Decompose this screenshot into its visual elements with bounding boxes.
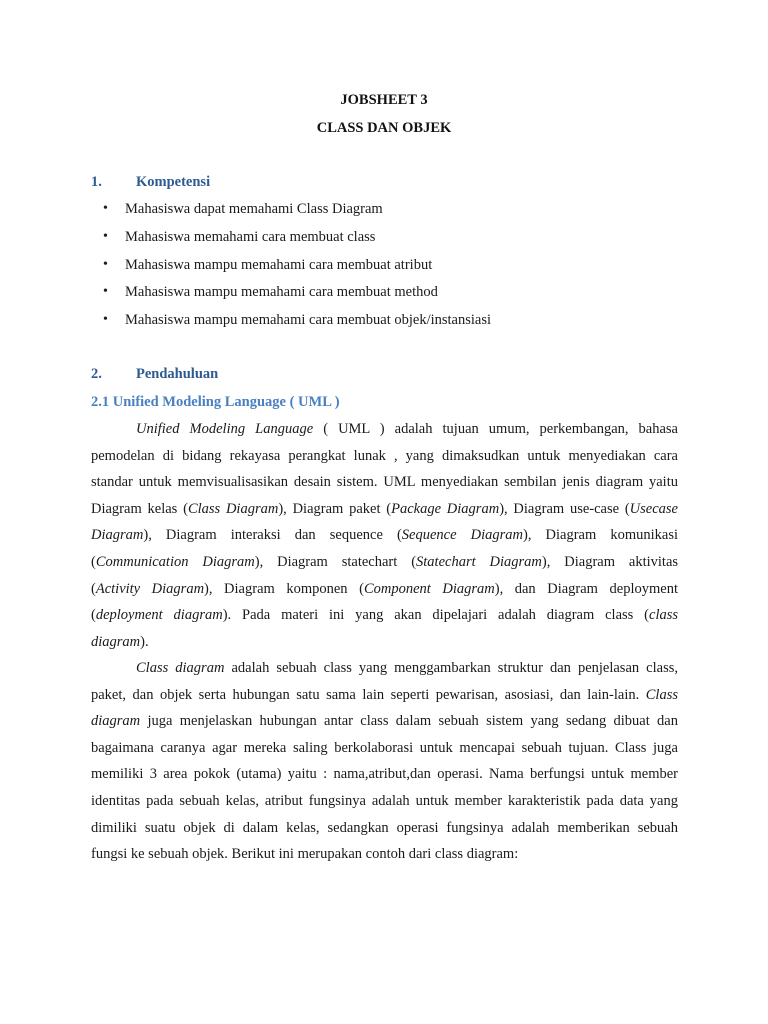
list-item: [91, 198, 491, 226]
section-title: Pendahuluan: [136, 366, 219, 382]
paragraph-class-diagram: [91, 655, 678, 868]
text-line: (Communication Diagram), Diagram statechart (Statechart Diagram), Diagram aktivitas: [91, 553, 679, 570]
list-item-text: Mahasiswa mampu memahami cara membuat atribut: [125, 256, 433, 273]
text-line: (Activity Diagram), Diagram komponen (Component Diagram), dan Diagram deployment: [91, 580, 678, 597]
text-line: fungsi ke sebuah objek. Berikut ini merupakan contoh dari class diagram:: [91, 846, 519, 863]
section-title: Kompetensi: [136, 174, 211, 190]
text-line: Class diagram adalah sebuah class yang menggambarkan struktur dan penjelasan class,: [136, 660, 678, 676]
text-line: diagram juga menjelaskan hubungan antar class dalam sebuah sistem yang sedang dibuat dan: [91, 713, 678, 730]
text-line: memiliki 3 area pokok (utama) yaitu : nama,atribut,dan operasi. Nama berfungsi untuk member: [91, 766, 678, 783]
list-item-text: Mahasiswa memahami cara membuat class: [125, 228, 376, 245]
subsection-heading-uml: 2.1 Unified Modeling Language ( UML ): [91, 394, 340, 410]
text-line: Unified Modeling Language ( UML ) adalah tujuan umum, perkembangan, bahasa: [136, 421, 678, 437]
list-item-text: Mahasiswa mampu memahami cara membuat method: [125, 284, 438, 301]
text-line: (deployment diagram). Pada materi ini yang akan dipelajari adalah diagram class (class: [91, 607, 679, 624]
list-item-text: Mahasiswa mampu memahami cara membuat objek/instansiasi: [125, 312, 492, 329]
section-number: 1.: [91, 174, 102, 190]
section-heading-kompetensi: [91, 174, 210, 191]
text-line: dimiliki suatu objek di dalam kelas, sedangkan operasi fungsinya adalah memberikan sebuah: [91, 819, 678, 836]
document-title: JOBSHEET 3: [340, 92, 428, 108]
section-heading-pendahuluan: [91, 366, 218, 383]
document-subtitle: CLASS DAN OBJEK: [316, 120, 452, 136]
list-item: [91, 254, 491, 282]
text-line: Diagram), Diagram interaksi dan sequence (Sequence Diagram), Diagram komunikasi: [91, 527, 678, 544]
list-item: [91, 281, 491, 309]
list-item: [91, 226, 491, 254]
text-line: pemodelan di bidang rekayasa perangkat lunak , yang dimaksudkan untuk menyediakan cara: [91, 447, 678, 464]
competency-list: [91, 198, 491, 337]
bullet-icon: •: [103, 201, 108, 216]
text-line: diagram).: [91, 633, 149, 650]
bullet-icon: •: [103, 256, 108, 272]
list-item: [91, 309, 491, 337]
section-number: 2.: [91, 366, 102, 382]
bullet-icon: •: [103, 284, 108, 300]
text-line: bagaimana caranya agar mereka saling berkolaborasi untuk mencapai sebuah tujuan. Class juga: [91, 739, 678, 756]
bullet-icon: •: [103, 228, 108, 244]
text-line: paket, dan objek serta hubungan satu sama lain seperti pewarisan, asosiasi, dan lain-lain. Class: [91, 686, 678, 703]
bullet-icon: •: [103, 312, 108, 328]
text-line: identitas pada sebuah kelas, atribut fungsinya adalah untuk member karakteristik pada data yang: [91, 792, 678, 809]
paragraph-uml: [91, 416, 678, 655]
text-line: Diagram kelas (Class Diagram), Diagram paket (Package Diagram), Diagram use-case (Usecase: [91, 500, 678, 517]
text-line: standar untuk memvisualisasikan desain sistem. UML menyediakan sembilan jenis diagram yaitu: [91, 474, 678, 491]
list-item-text: Mahasiswa dapat memahami Class Diagram: [125, 201, 383, 217]
